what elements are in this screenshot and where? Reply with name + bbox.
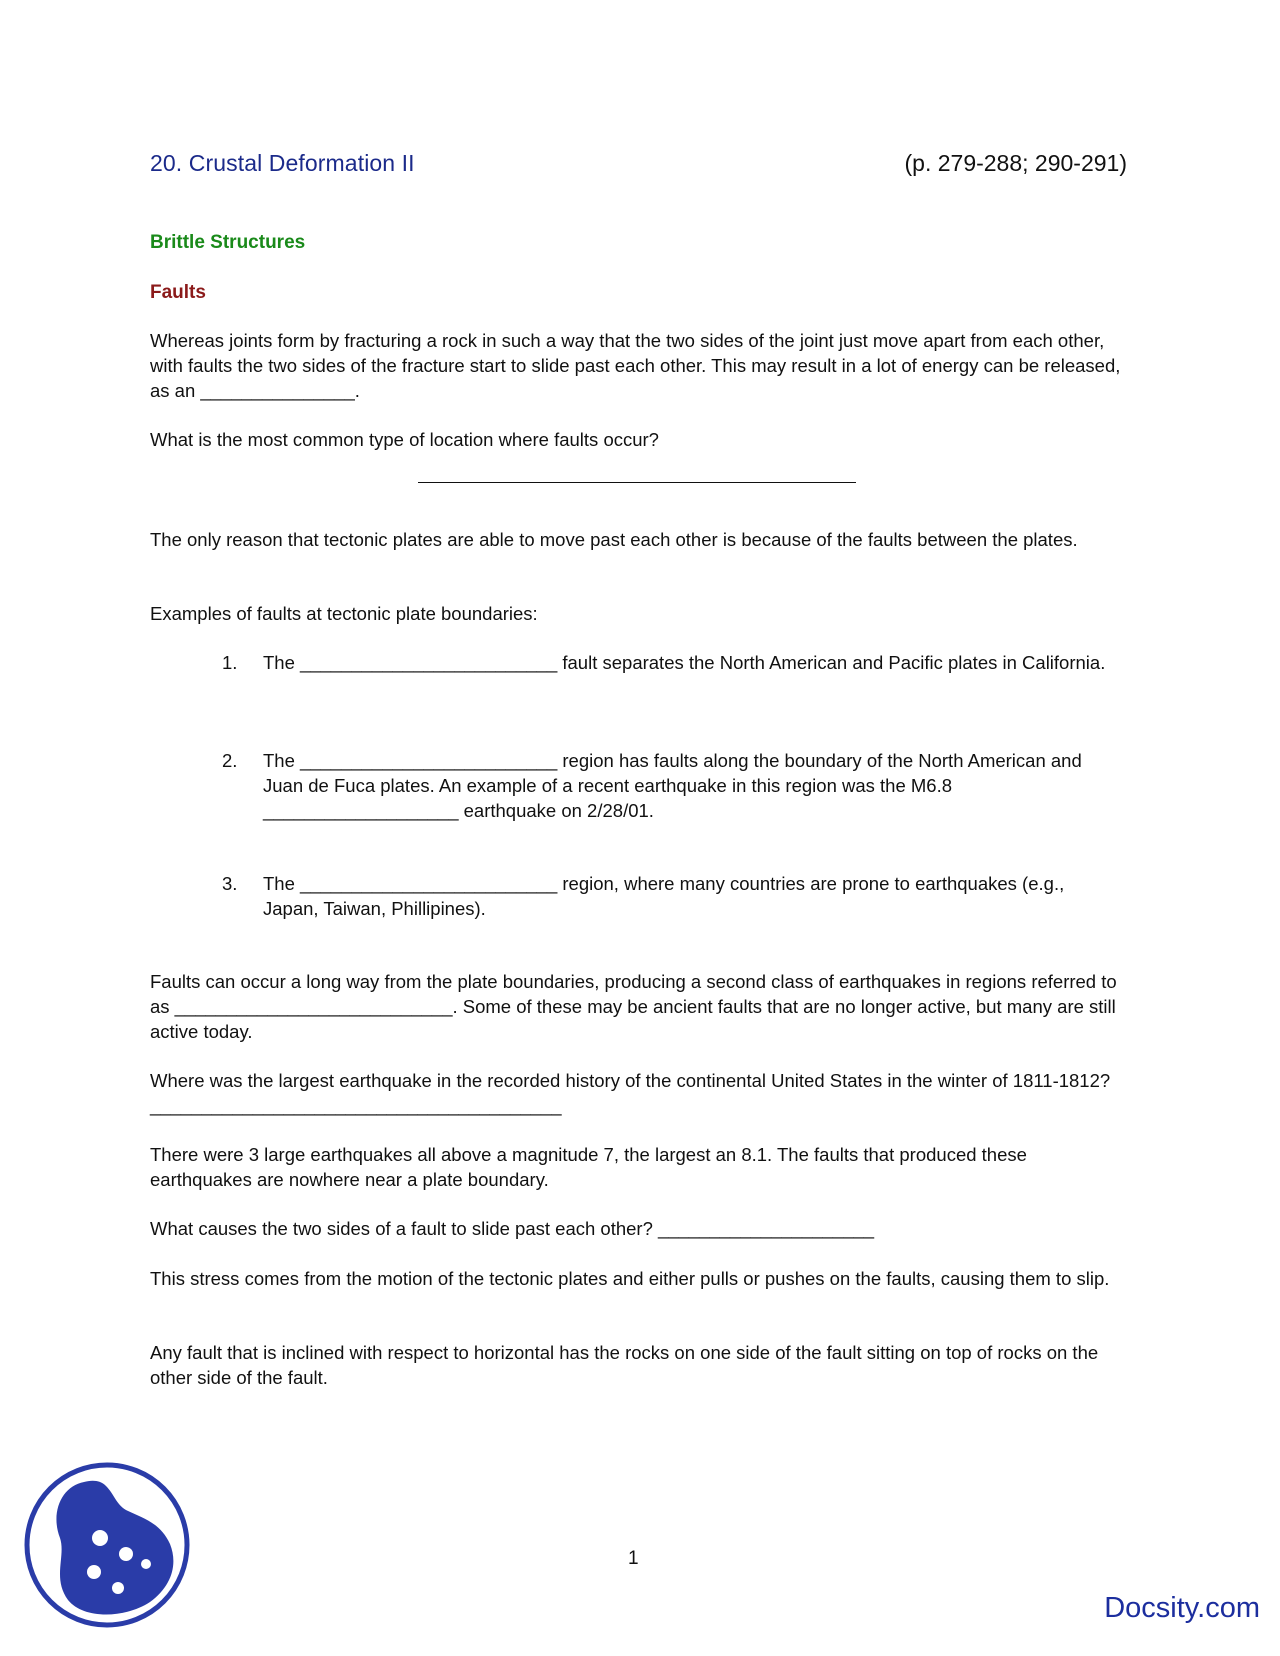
answer-blank-line xyxy=(418,482,856,483)
list-item-text: The _________________________ region has faults along the boundary of the North American and Juan de Fuca plates. An example of a recent earthquake in this region was the M6.8 ___________________ earthquake on 2/28/01. xyxy=(263,750,1082,821)
list-item-number: 1. xyxy=(222,652,238,673)
docsity-logo-icon xyxy=(22,1460,192,1630)
paragraph-stress-source: This stress comes from the motion of the tectonic plates and either pulls or pushes on the faults, causing them to slip. xyxy=(150,1268,1110,1289)
page-number: 1 xyxy=(628,1548,639,1569)
paragraph-examples-intro: Examples of faults at tectonic plate boundaries: xyxy=(150,603,538,624)
list-item xyxy=(222,871,1122,921)
paragraph-joints-vs-faults: Whereas joints form by fracturing a rock in such a way that the two sides of the joint just move apart from each other, with faults the two sides of the fracture start to slide past each other. This may result in a lot of energy can be released, as an _______________. xyxy=(150,330,1121,401)
question-largest-earthquake: Where was the largest earthquake in the recorded history of the continental United States in the winter of 1811-1812? ________________________________________ xyxy=(150,1070,1111,1116)
section-heading-brittle-structures: Brittle Structures xyxy=(150,232,306,253)
question-fault-slide-cause: What causes the two sides of a fault to slide past each other? _____________________ xyxy=(150,1218,875,1239)
list-item-number: 2. xyxy=(222,750,238,771)
page-title: 20. Crustal Deformation II xyxy=(150,150,415,176)
docsity-brand-text[interactable]: Docsity.com xyxy=(1104,1592,1260,1624)
list-item xyxy=(222,748,1122,823)
list-item xyxy=(222,650,1122,675)
paragraph-plates-move: The only reason that tectonic plates are able to move past each other is because of the faults between the plates. xyxy=(150,529,1078,550)
list-item-text: The _________________________ fault separates the North American and Pacific plates in California. xyxy=(263,652,1106,673)
list-item-text: The _________________________ region, where many countries are prone to earthquakes (e.g., Japan, Taiwan, Phillipines). xyxy=(263,873,1065,919)
section-heading-faults: Faults xyxy=(150,282,206,303)
list-item-number: 3. xyxy=(222,873,238,894)
question-common-fault-location: What is the most common type of location where faults occur? xyxy=(150,429,659,450)
paragraph-inclined-fault: Any fault that is inclined with respect to horizontal has the rocks on one side of the fault sitting on top of rocks on the other side of the fault. xyxy=(150,1342,1099,1388)
paragraph-three-earthquakes: There were 3 large earthquakes all above a magnitude 7, the largest an 8.1. The faults that produced these earthquakes are nowhere near a plate boundary. xyxy=(150,1144,1027,1190)
page-reference: (p. 279-288; 290-291) xyxy=(904,150,1127,176)
paragraph-intraplate-faults: Faults can occur a long way from the plate boundaries, producing a second class of earthquakes in regions referred to as ___________________________. Some of these may be ancient faults that are no longer active, but many are still active today. xyxy=(150,971,1117,1042)
